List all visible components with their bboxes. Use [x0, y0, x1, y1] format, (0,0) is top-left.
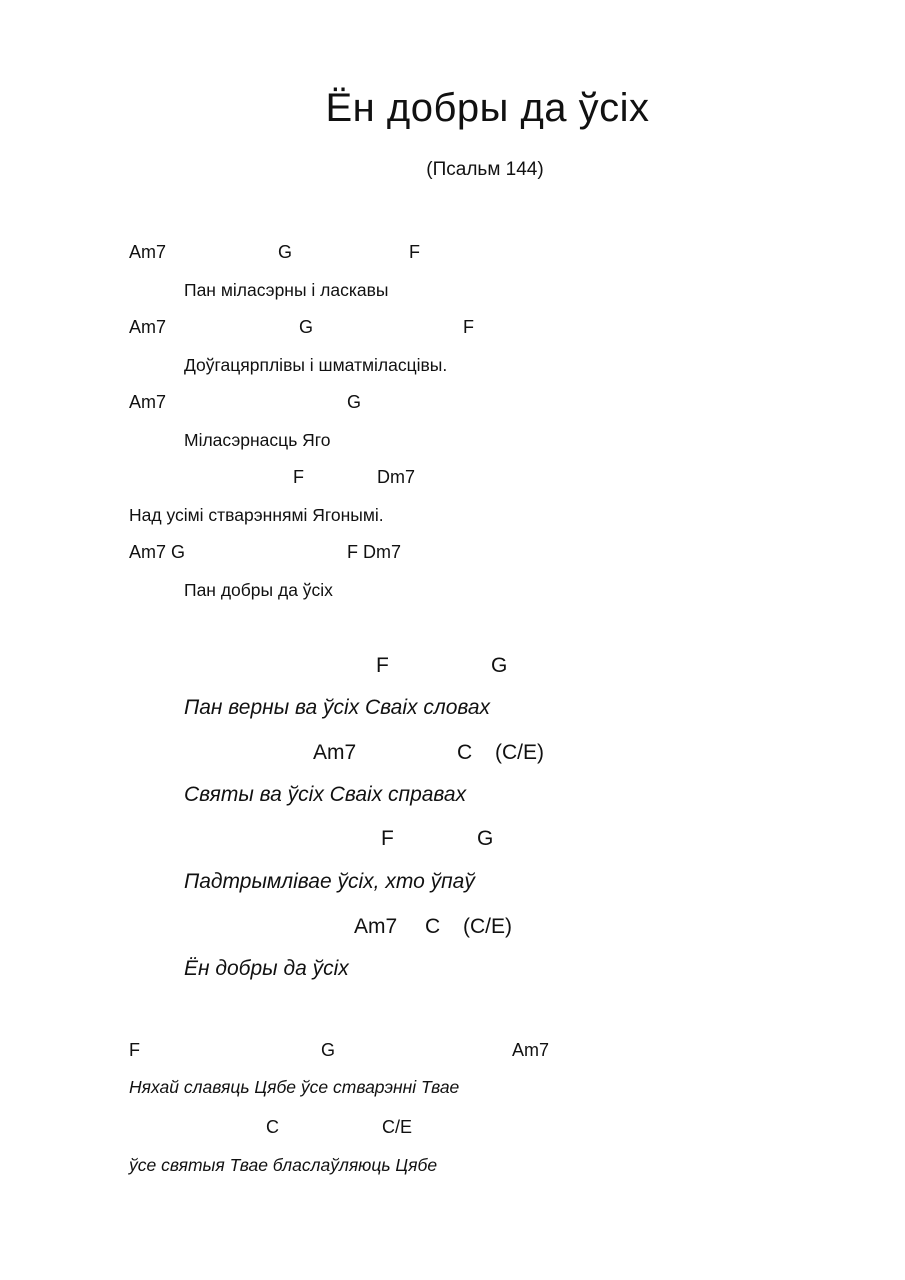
chord: F Dm7: [347, 542, 401, 562]
song-subtitle: (Псальм 144): [426, 159, 544, 180]
chord: F: [463, 317, 474, 337]
chord: G: [347, 392, 362, 412]
lyric-line: Пан верны ва ўсіх Сваіх словах: [184, 696, 491, 719]
chord: Am7: [313, 741, 357, 764]
chord: Am7: [129, 317, 167, 337]
chord: Am7 G: [129, 542, 186, 562]
chord: (C/E): [463, 915, 512, 938]
chord: C/E: [382, 1117, 413, 1137]
chord: Am7: [354, 915, 398, 938]
lyric-line: Над усімі стварэннямі Ягонымі.: [129, 505, 384, 525]
chord: G: [491, 654, 508, 677]
chord: C: [425, 915, 441, 938]
lyric-line: Няхай славяць Цябе ўсе стварэнні Твае: [129, 1077, 460, 1097]
chord: Am7: [512, 1040, 550, 1060]
lyric-line: Святы ва ўсіх Сваіх справах: [184, 783, 467, 806]
chord: (C/E): [495, 741, 544, 764]
lyric-line: Пан добры да ўсіх: [184, 580, 333, 600]
chord: F: [376, 654, 389, 677]
song-title: Ён добры да ўсіх: [325, 86, 650, 130]
chord: G: [299, 317, 314, 337]
chord: F: [381, 827, 394, 850]
lyric-line: Пан міласэрны і ласкавы: [184, 280, 389, 300]
lyric-line: ўсе святыя Твае бласлаўляюць Цябе: [129, 1155, 438, 1175]
chord: G: [477, 827, 494, 850]
chord: C: [266, 1117, 279, 1137]
chord: C: [457, 741, 473, 764]
chord: F: [409, 242, 420, 262]
lyric-line: Ён добры да ўсіх: [184, 957, 349, 980]
chord: G: [278, 242, 293, 262]
chord: F: [293, 467, 304, 487]
chord: Dm7: [377, 467, 416, 487]
chord: Am7: [129, 392, 167, 412]
chord: G: [321, 1040, 336, 1060]
chord: F: [129, 1040, 140, 1060]
lyric-line: Міласэрнасць Яго: [184, 430, 331, 450]
chord: Am7: [129, 242, 167, 262]
lyric-line: Доўгацярплівы і шматміласцівы.: [184, 355, 448, 375]
lyric-line: Падтрымлівае ўсіх, хто ўпаў: [184, 870, 475, 893]
